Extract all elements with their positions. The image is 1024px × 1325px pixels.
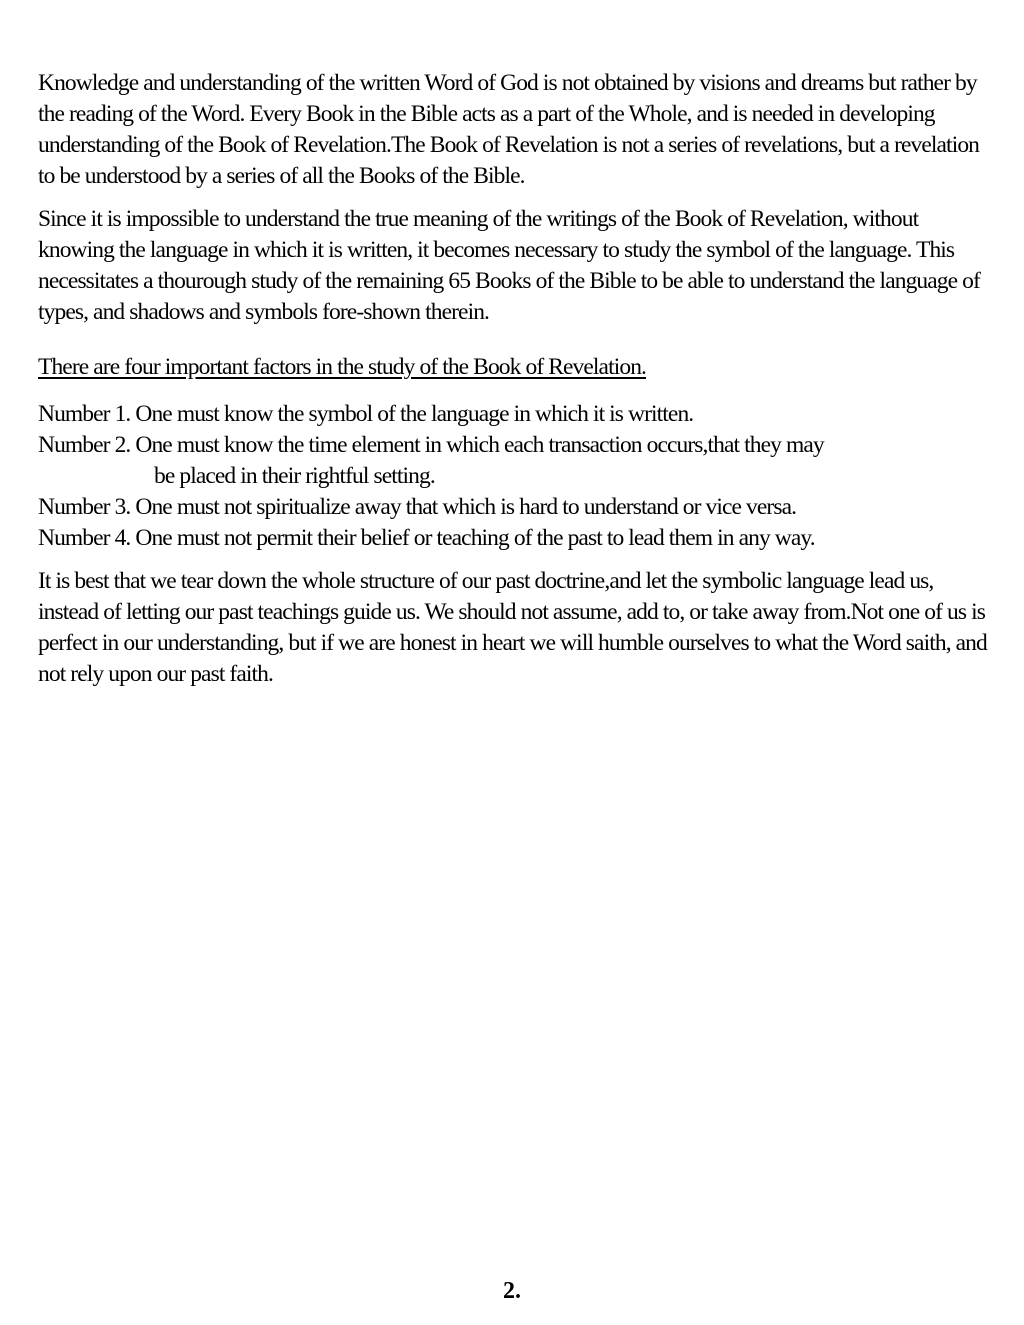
factors-heading: There are four important factors in the study of the Book of Revelation. [38,354,647,380]
factor-number: Number 4. [38,525,131,551]
document-page [38,68,988,690]
paragraph-doctrine: It is best that we tear down the whole structure of our past doctrine,and let the symbolic language lead us, instead of letting our past teachings guide us. We should not assume, add to, or take away from.Not one of us is perfect in our understanding, but if we are honest in heart we will humble ourselves to what the Word saith, and not rely upon our past faith. [38,568,987,687]
factor-item [38,492,844,523]
factor-text: One must know the time element in which each transaction occurs,that they may be placed in their rightful setting. [135,432,824,489]
factor-text: One must know the symbol of the language in which it is written. [135,401,694,427]
factor-text: One must not permit their belief or teaching of the past to lead them in any way. [135,525,815,551]
paragraph-knowledge: Knowledge and understanding of the written Word of God is not obtained by visions and dreams but rather by the reading of the Word. Every Book in the Bible acts as a part of the Whole, and is needed in developing understanding of the Book of Revelation.The Book of Revelation is not a series of revelations, but a revelation to be understood by a series of all the Books of the Bible. [38,70,980,189]
factor-number: Number 2. [38,432,131,458]
factor-item [38,430,844,492]
factor-text: One must not spiritualize away that which is hard to understand or vice versa. [135,494,797,520]
factor-number: Number 3. [38,494,131,520]
page-number: 2. [503,1278,521,1304]
factor-item [38,399,844,430]
factor-item [38,523,844,554]
factors-list [38,399,988,554]
paragraph-language: Since it is impossible to understand the true meaning of the writings of the Book of Revelation, without knowing the language in which it is written, it becomes necessary to study the symbol of the language. This necessitates a thourough study of the remaining 65 Books of the Bible to be able to understand the language of types, and shadows and symbols fore-shown therein. [38,206,980,325]
factor-number: Number 1. [38,401,131,427]
